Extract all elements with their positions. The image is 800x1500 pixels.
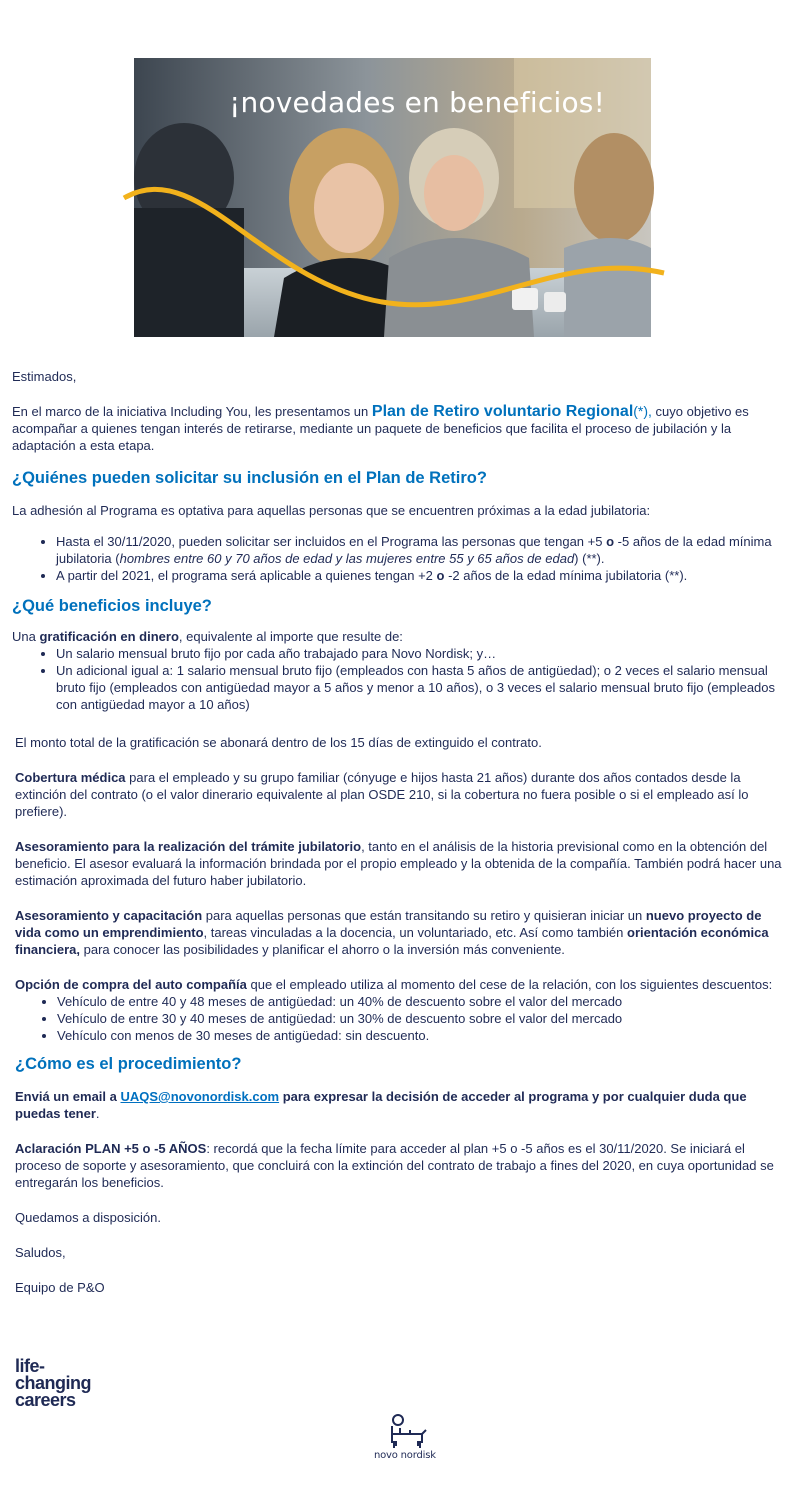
email-link[interactable]: UAQS@novonordisk.com [120, 1089, 280, 1104]
list-item: • Un salario mensual bruto fijo por cada año trabajado para Novo Nordisk; y… [56, 645, 788, 662]
list-item: • Vehículo de entre 40 y 48 meses de antigüedad: un 40% de descuento sobre el valor del mercado [57, 993, 788, 1010]
auto-discount-list [15, 993, 788, 1044]
signature: Equipo de P&O [15, 1280, 105, 1295]
life-changing-careers-logo: life- changing careers [15, 1356, 91, 1410]
list-item: • Un adicional igual a: 1 salario mensual bruto fijo (empleados con hasta 5 años de antigüedad); o 2 veces el salario mensual bruto fijo (empleados con antigüedad mayor a 5 años y menor a 10 años), o 3 veces el salario mensual bruto fijo (empleados con antigüedad mayor a 10 años) [56, 662, 788, 704]
email-instruction: Enviá un email a UAQS@novonordisk.com para expresar la decisión de acceder al programa y por cualquier duda que puedas tener. [15, 1089, 747, 1121]
auto-paragraph: Opción de compra del auto compañía que el empleado utiliza al momento del cese de la relación, con los siguientes descuentos: [15, 977, 773, 992]
plan-title: Plan de Retiro voluntario Regional [371, 403, 634, 420]
asesoramiento-paragraph: Asesoramiento para la realización del trámite jubilatorio, tanto en el análisis de la historia previsional como en la obtención del beneficio. El asesor evaluará la información brindada por el propio empleado y la obtenida de la compañía. También podrá hacer una estimación aproximada del futuro haber jubilatorio. [15, 839, 782, 888]
closing-saludos: Saludos, [15, 1245, 66, 1260]
capacitacion-paragraph: Asesoramiento y capacitación para aquellas personas que están transitando su retiro y quisieran iniciar un nuevo proyecto de vida como un emprendimiento, tareas vinculadas a la docencia, un voluntariado, etc. Así como también orientación económica financiera, para conocer las posibilidades y planificar el ahorro o la inversión más conveniente. [15, 908, 769, 957]
list-item: • Vehículo con menos de 30 meses de antigüedad: sin descuento. [57, 1027, 788, 1044]
intro-paragraph: En el marco de la iniciativa Including You, les presentamos un Plan de Retiro voluntario Regional(*), cuyo objetivo es acompañar a quienes tengan interés de retirarse, mediante un paquete de beneficios que facilita el proceso de jubilación y la adaptación a esta etapa. [12, 403, 749, 453]
cobertura-paragraph: Cobertura médica para el empleado y su grupo familiar (cónyuge e hijos hasta 21 años) durante dos años contados desde la extinción del contrato (o el valor dinerario equivalente al plan OSDE 210, si la cobertura no fuera posible o si el empleado así lo prefiere). [15, 770, 749, 819]
hero-title: ¡novedades en beneficios! [229, 86, 605, 119]
greeting: Estimados, [12, 369, 77, 384]
eligibility-list [12, 533, 788, 584]
section-heading-quienes: ¿Quiénes pueden solicitar su inclusión en el Plan de Retiro? [12, 469, 487, 487]
aclaracion-paragraph: Aclaración PLAN +5 o -5 AÑOS: recordá que la fecha límite para acceder al plan +5 o -5 años es el 30/11/2020. Se iniciará el proceso de soporte y asesoramiento, que concluirá con la extinción del contrato de trabajo a fines del 2020, en cuya oportunidad se entregarán los beneficios. [15, 1141, 774, 1190]
closing-dispo: Quedamos a disposición. [15, 1210, 161, 1225]
section-heading-beneficios: ¿Qué beneficios incluye? [12, 597, 212, 615]
hero-banner [134, 58, 651, 337]
list-item: • A partir del 2021, el programa será aplicable a quienes tengan +2 o -2 años de la edad mínima jubilatoria (**). [56, 567, 788, 584]
list-item: • Vehículo de entre 30 y 40 meses de antigüedad: un 30% de descuento sobre el valor del mercado [57, 1010, 788, 1027]
email-body [12, 368, 788, 1296]
list-item: • Hasta el 30/11/2020, pueden solicitar ser incluidos en el Programa las personas que tengan +5 o -5 años de la edad mínima jubilatoria (hombres entre 60 y 70 años de edad y las mujeres entre 55 y 65 años de edad) (**). [56, 533, 788, 567]
gratificacion-list [12, 645, 788, 712]
section1-text: La adhesión al Programa es optativa para aquellas personas que se encuentren próximas a la edad jubilatoria: [12, 503, 651, 518]
gratificacion-lead: Una gratificación en dinero, equivalente al importe que resulte de: [12, 629, 403, 644]
novo-nordisk-bull-icon [370, 1410, 450, 1470]
section-heading-procedimiento: ¿Cómo es el procedimiento? [15, 1055, 242, 1073]
novo-nordisk-brand: novo nordisk [374, 1450, 436, 1461]
monto-paragraph: El monto total de la gratificación se abonará dentro de los 15 días de extinguido el contrato. [15, 735, 542, 750]
